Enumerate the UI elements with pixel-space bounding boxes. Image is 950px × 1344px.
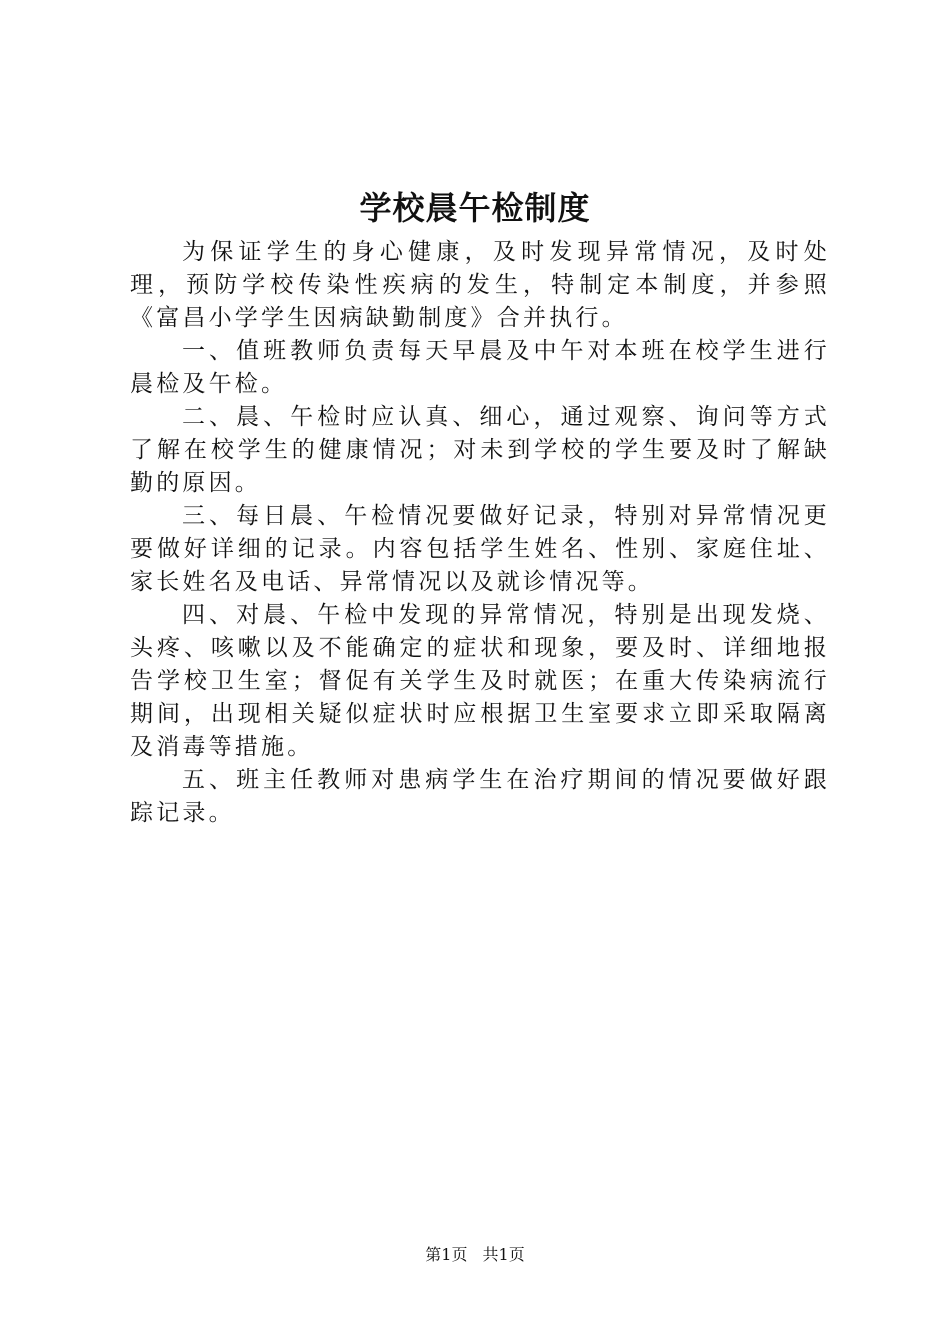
page-total: 共1页 [482,1245,525,1264]
document-title: 学校晨午检制度 [359,189,591,227]
page-footer [0,1244,950,1266]
page-number: 第1页 [425,1245,468,1264]
paragraph-rule-2: 二、晨、午检时应认真、细心，通过观察、询问等方式了解在校学生的健康情况；对未到学校的学生要及时了解缺勤的原因。 [130,404,830,496]
paragraph-rule-1: 一、值班教师负责每天早晨及中午对本班在校学生进行晨检及午检。 [130,338,830,397]
paragraph-rule-3: 三、每日晨、午检情况要做好记录，特别对异常情况更要做好详细的记录。内容包括学生姓名、性别、家庭住址、家长姓名及电话、异常情况以及就诊情况等。 [130,503,830,595]
document-body [130,236,830,830]
paragraph-rule-5: 五、班主任教师对患病学生在治疗期间的情况要做好跟踪记录。 [130,767,830,826]
paragraph-intro: 为保证学生的身心健康，及时发现异常情况，及时处理，预防学校传染性疾病的发生，特制定本制度，并参照《富昌小学学生因病缺勤制度》合并执行。 [130,239,830,331]
paragraph-rule-4: 四、对晨、午检中发现的异常情况，特别是出现发烧、头疼、咳嗽以及不能确定的症状和现象，要及时、详细地报告学校卫生室；督促有关学生及时就医；在重大传染病流行期间，出现相关疑似症状时应根据卫生室要求立即采取隔离及消毒等措施。 [130,602,830,760]
